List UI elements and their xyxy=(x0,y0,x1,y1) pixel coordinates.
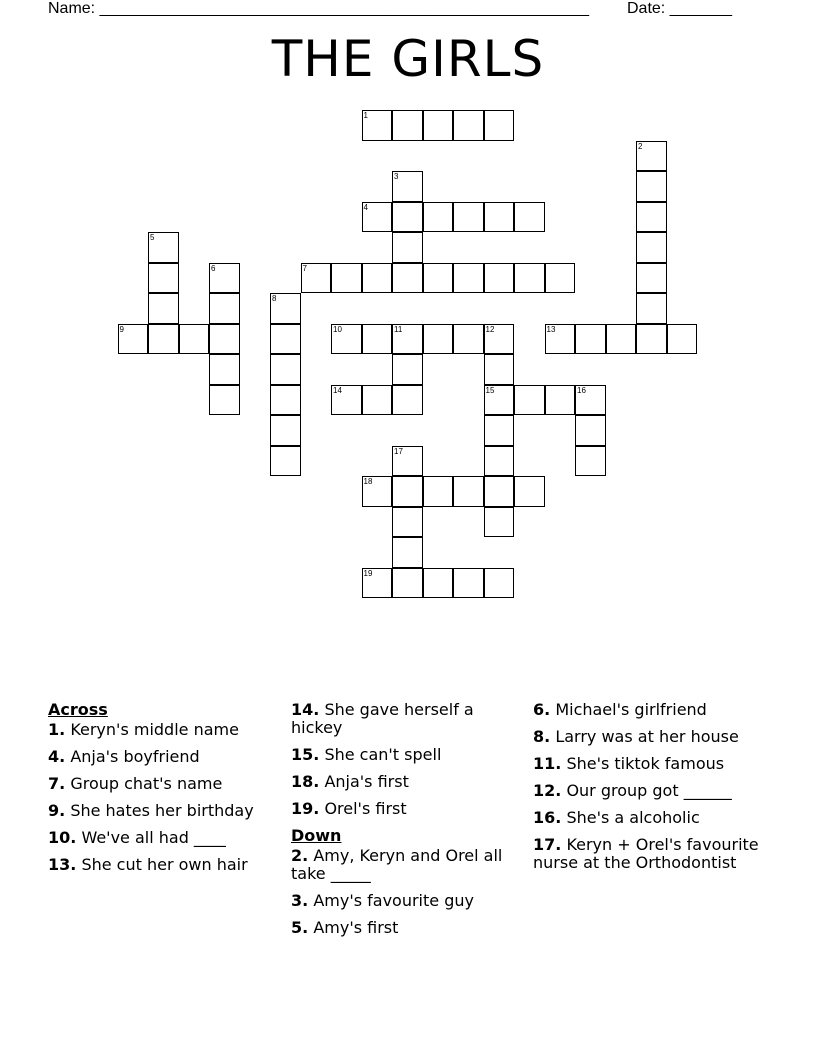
grid-cell[interactable] xyxy=(362,385,393,416)
grid-cell[interactable] xyxy=(484,202,515,233)
clue-number: 9. xyxy=(48,801,66,820)
cell-number: 4 xyxy=(363,202,368,212)
grid-cell[interactable] xyxy=(209,324,240,355)
page-title: THE GIRLS xyxy=(271,30,545,88)
grid-cell[interactable] xyxy=(484,385,515,416)
grid-cell[interactable] xyxy=(392,446,423,477)
clue-number: 16. xyxy=(533,808,562,827)
grid-cell[interactable] xyxy=(392,385,423,416)
clue-down-6 xyxy=(533,701,763,719)
grid-cell[interactable] xyxy=(636,293,667,324)
clue-number: 5. xyxy=(291,918,309,937)
clue-number: 19. xyxy=(291,799,320,818)
clue-text: Anja's boyfriend xyxy=(70,747,200,766)
grid-cell[interactable] xyxy=(514,202,545,233)
cell-number: 17 xyxy=(394,446,403,456)
grid-cell[interactable] xyxy=(392,476,423,507)
grid-cell[interactable] xyxy=(392,507,423,538)
clue-across-18 xyxy=(291,773,521,791)
grid-cell[interactable] xyxy=(331,324,362,355)
grid-cell[interactable] xyxy=(453,202,484,233)
cell-number: 3 xyxy=(394,172,399,181)
cell-number: 8 xyxy=(272,294,277,303)
grid-cell[interactable] xyxy=(636,324,667,355)
grid-cell[interactable] xyxy=(270,446,301,477)
cell-number: 12 xyxy=(485,324,495,334)
grid-cell[interactable] xyxy=(270,324,301,355)
clue-text: Larry was at her house xyxy=(555,727,739,746)
grid-cell[interactable] xyxy=(484,568,515,599)
cell-number: 6 xyxy=(211,263,216,273)
clue-text: She cut her own hair xyxy=(81,855,248,874)
grid-cell[interactable] xyxy=(392,263,423,294)
grid-cell[interactable] xyxy=(575,446,606,477)
clue-across-4 xyxy=(48,748,278,766)
cell-number: 16 xyxy=(577,385,586,395)
clue-text: Michael's girlfriend xyxy=(555,700,707,719)
clue-across-19 xyxy=(291,800,521,818)
grid-cell[interactable] xyxy=(636,263,667,294)
clue-number: 7. xyxy=(48,774,66,793)
clue-text: We've all had ____ xyxy=(81,828,226,847)
name-line[interactable]: _______________________________________________________ xyxy=(99,0,589,17)
clue-down-12 xyxy=(533,782,763,800)
grid-cell[interactable] xyxy=(484,507,515,538)
grid-cell[interactable] xyxy=(636,232,667,263)
grid-cell[interactable] xyxy=(545,385,576,416)
clues-column-2 xyxy=(291,701,521,946)
grid-cell[interactable] xyxy=(484,324,515,355)
clue-text: She's tiktok famous xyxy=(566,754,725,773)
clue-number: 10. xyxy=(48,828,77,847)
cell-number: 2 xyxy=(638,141,643,151)
grid-cell[interactable] xyxy=(636,141,667,172)
grid-cell[interactable] xyxy=(514,476,545,507)
clue-down-11 xyxy=(533,755,763,773)
clue-number: 13. xyxy=(48,855,77,874)
grid-cell[interactable] xyxy=(362,202,393,233)
cell-number: 5 xyxy=(150,233,155,242)
clue-down-8 xyxy=(533,728,763,746)
grid-cell[interactable] xyxy=(270,354,301,385)
grid-cell[interactable] xyxy=(484,263,515,294)
clue-down-3 xyxy=(291,892,521,910)
clue-across-1 xyxy=(48,721,278,739)
grid-cell[interactable] xyxy=(148,324,179,355)
clue-across-14 xyxy=(291,701,521,737)
grid-cell[interactable] xyxy=(453,110,484,141)
grid-cell[interactable] xyxy=(118,324,149,355)
clues-column-3 xyxy=(533,701,763,881)
grid-cell[interactable] xyxy=(362,263,393,294)
cell-number: 19 xyxy=(363,568,373,578)
grid-cell[interactable] xyxy=(514,385,545,416)
grid-cell[interactable] xyxy=(270,293,301,324)
clue-number: 11. xyxy=(533,754,562,773)
clue-text: Orel's first xyxy=(324,799,407,818)
clue-text: Amy's favourite guy xyxy=(313,891,474,910)
grid-cell[interactable] xyxy=(453,324,484,355)
clue-text: Group chat's name xyxy=(70,774,223,793)
grid-cell[interactable] xyxy=(484,110,515,141)
grid-cell[interactable] xyxy=(636,202,667,233)
clue-text: She can't spell xyxy=(324,745,442,764)
grid-cell[interactable] xyxy=(453,263,484,294)
clue-down-2 xyxy=(291,847,521,883)
grid-cell[interactable] xyxy=(209,385,240,416)
grid-cell[interactable] xyxy=(392,202,423,233)
clue-number: 4. xyxy=(48,747,66,766)
grid-cell[interactable] xyxy=(270,415,301,446)
name-label: Name: xyxy=(48,0,96,17)
grid-cell[interactable] xyxy=(484,354,515,385)
grid-cell[interactable] xyxy=(362,476,393,507)
grid-cell[interactable] xyxy=(392,171,423,202)
clue-number: 17. xyxy=(533,835,562,854)
grid-cell[interactable] xyxy=(453,476,484,507)
clue-across-9 xyxy=(48,802,278,820)
clue-number: 12. xyxy=(533,781,562,800)
clue-number: 2. xyxy=(291,846,309,865)
clue-number: 8. xyxy=(533,727,551,746)
cell-number: 9 xyxy=(119,324,124,334)
grid-cell[interactable] xyxy=(484,446,515,477)
grid-cell[interactable] xyxy=(209,293,240,324)
grid-cell[interactable] xyxy=(362,110,393,141)
clue-text: She's a alcoholic xyxy=(566,808,700,827)
clue-text: Anja's first xyxy=(324,772,409,791)
date-line[interactable]: _______ xyxy=(669,0,732,17)
grid-cell[interactable] xyxy=(514,263,545,294)
clue-down-17 xyxy=(533,836,763,872)
grid-cell[interactable] xyxy=(392,568,423,599)
clue-across-15 xyxy=(291,746,521,764)
clue-text: Amy, Keryn and Orel all take _____ xyxy=(291,846,503,883)
clue-across-10 xyxy=(48,829,278,847)
grid-cell[interactable] xyxy=(209,263,240,294)
cell-number: 15 xyxy=(485,385,495,395)
grid-cell[interactable] xyxy=(331,385,362,416)
grid-cell[interactable] xyxy=(545,263,576,294)
clue-text: Keryn's middle name xyxy=(70,720,239,739)
clue-across-7 xyxy=(48,775,278,793)
grid-cell[interactable] xyxy=(423,202,454,233)
grid-cell[interactable] xyxy=(575,324,606,355)
grid-cell[interactable] xyxy=(545,324,576,355)
grid-cell[interactable] xyxy=(392,110,423,141)
clue-number: 3. xyxy=(291,891,309,910)
clue-number: 1. xyxy=(48,720,66,739)
clue-text: She gave herself a hickey xyxy=(291,700,474,737)
grid-cell[interactable] xyxy=(301,263,332,294)
clue-text: She hates her birthday xyxy=(70,801,254,820)
grid-cell[interactable] xyxy=(453,568,484,599)
grid-cell[interactable] xyxy=(575,385,606,416)
cell-number: 7 xyxy=(302,263,307,273)
clue-number: 15. xyxy=(291,745,320,764)
grid-cell[interactable] xyxy=(423,476,454,507)
grid-cell[interactable] xyxy=(575,415,606,446)
grid-cell[interactable] xyxy=(423,110,454,141)
clue-down-5 xyxy=(291,919,521,937)
across-heading: Across xyxy=(48,700,108,719)
grid-cell[interactable] xyxy=(179,324,210,355)
date-label: Date: xyxy=(627,0,666,17)
grid-cell[interactable] xyxy=(270,385,301,416)
grid-cell[interactable] xyxy=(392,232,423,263)
cell-number: 18 xyxy=(363,477,373,486)
grid-cell[interactable] xyxy=(331,263,362,294)
clue-number: 14. xyxy=(291,700,320,719)
clue-number: 18. xyxy=(291,772,320,791)
grid-cell[interactable] xyxy=(667,324,698,355)
clue-down-16 xyxy=(533,809,763,827)
cell-number: 14 xyxy=(333,385,342,395)
clues-column-1 xyxy=(48,701,278,883)
grid-cell[interactable] xyxy=(362,324,393,355)
grid-cell[interactable] xyxy=(423,263,454,294)
clue-across-13 xyxy=(48,856,278,874)
grid-cell[interactable] xyxy=(484,476,515,507)
grid-cell[interactable] xyxy=(148,232,179,263)
grid-cell[interactable] xyxy=(606,324,637,355)
grid-cell[interactable] xyxy=(423,568,454,599)
cell-number: 1 xyxy=(363,111,368,120)
cell-number: 13 xyxy=(546,324,556,334)
clue-text: Keryn + Orel's favourite nurse at the Orthodontist xyxy=(533,835,759,872)
grid-cell[interactable] xyxy=(423,324,454,355)
grid-cell[interactable] xyxy=(148,263,179,294)
grid-cell[interactable] xyxy=(392,324,423,355)
cell-number: 10 xyxy=(333,324,342,334)
grid-cell[interactable] xyxy=(148,293,179,324)
grid-cell[interactable] xyxy=(636,171,667,202)
grid-cell[interactable] xyxy=(362,568,393,599)
clue-number: 6. xyxy=(533,700,551,719)
cell-number: 11 xyxy=(394,324,403,334)
grid-cell[interactable] xyxy=(392,537,423,568)
grid-cell[interactable] xyxy=(392,354,423,385)
clue-text: Our group got ______ xyxy=(566,781,732,800)
clue-text: Amy's first xyxy=(313,918,399,937)
grid-cell[interactable] xyxy=(484,415,515,446)
grid-cell[interactable] xyxy=(209,354,240,385)
down-heading: Down xyxy=(291,826,342,845)
